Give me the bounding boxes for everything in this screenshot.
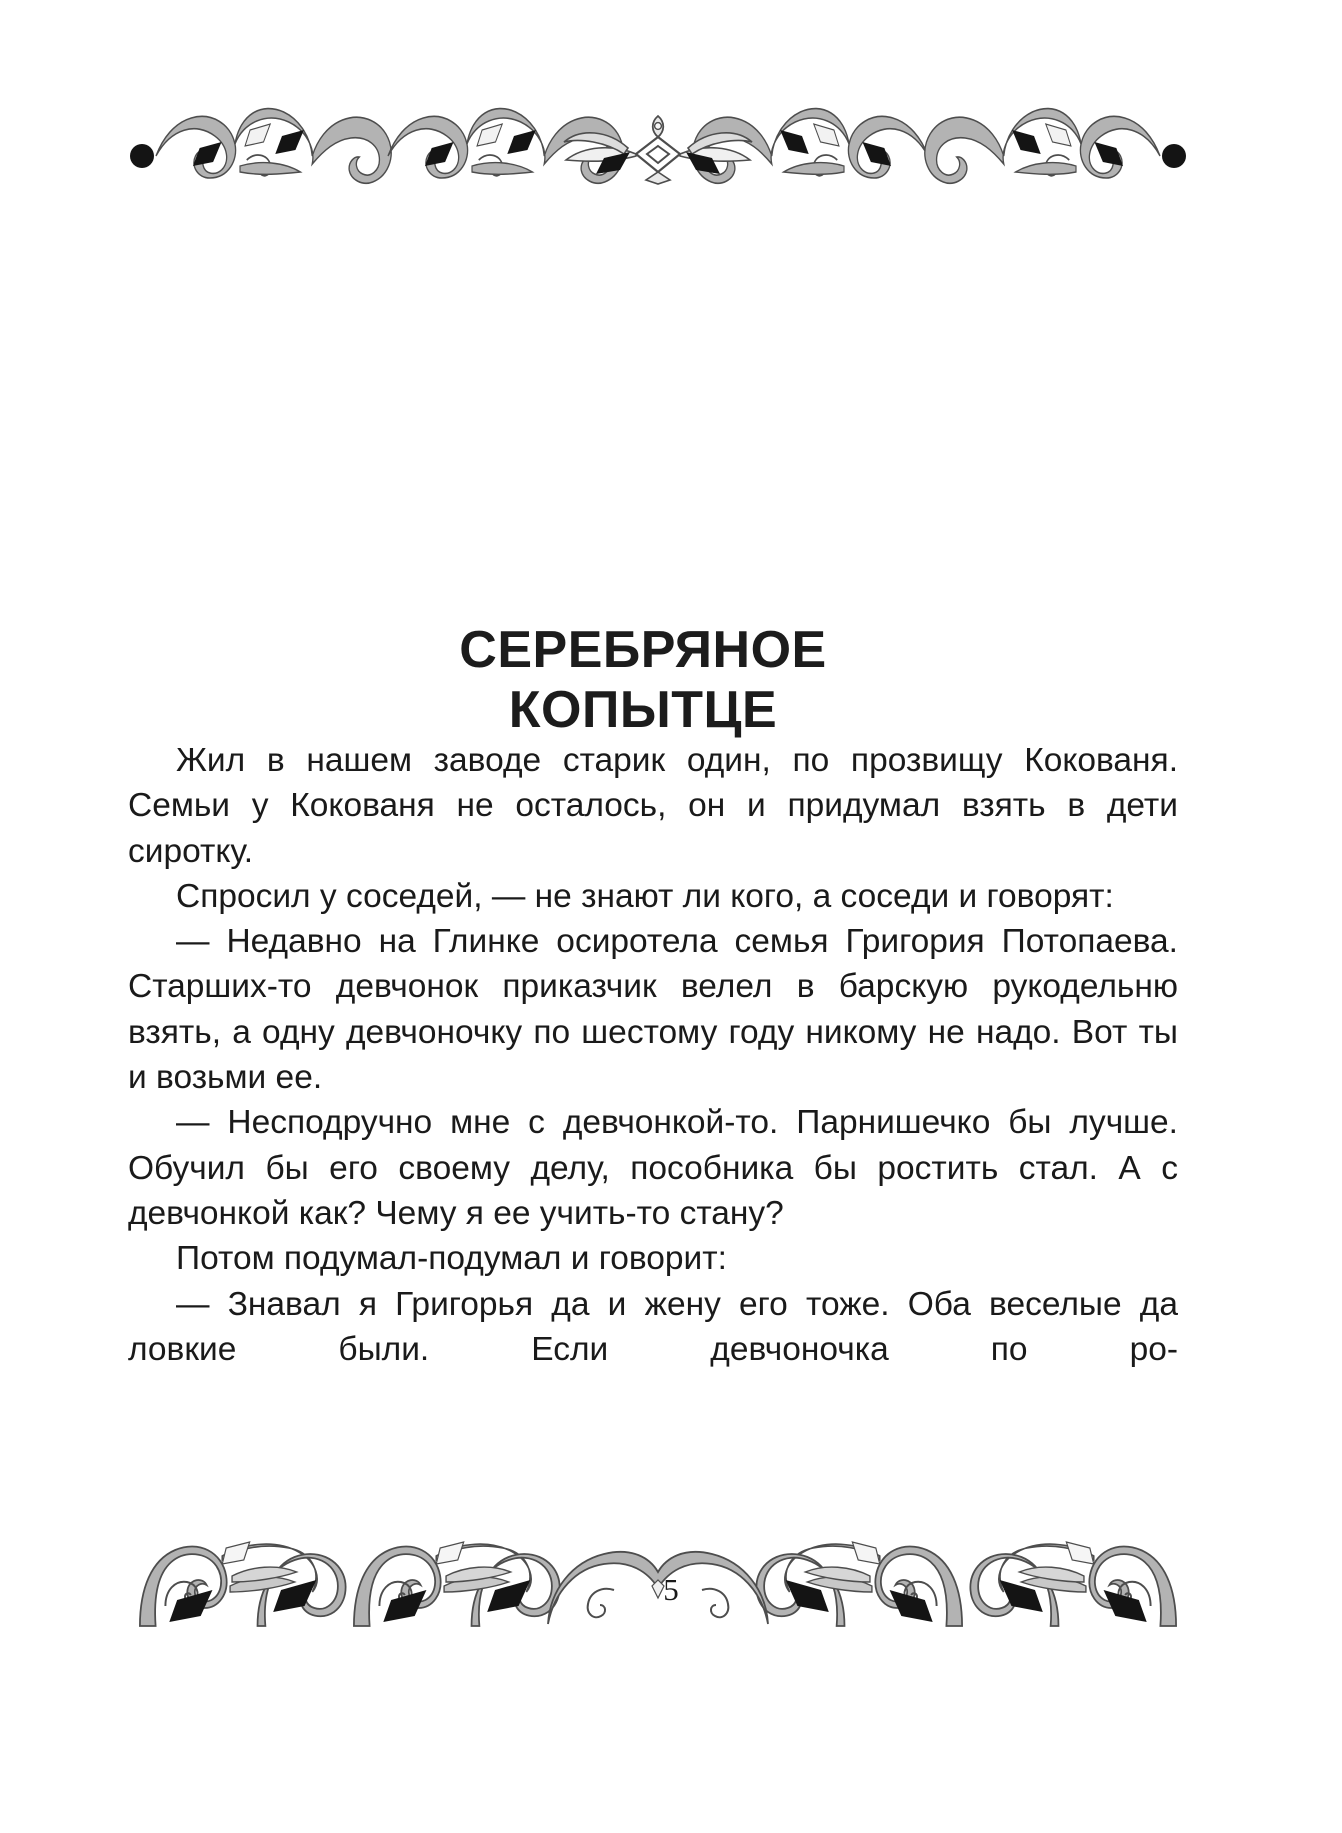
ornament-end-dot-right — [1162, 144, 1186, 168]
story-body — [128, 738, 1178, 1372]
paragraph: — Знавал я Григорья да и жену его тоже. Оба веселые да ловкие были. Если девчоночка по ро- — [128, 1285, 1178, 1368]
story-title — [128, 620, 1158, 740]
page-number: 5 — [663, 1572, 679, 1607]
paragraph: Жил в нашем заводе старик один, по прозвищу Кокованя. Семьи у Кокованя не осталось, он и придумал взять в дети сиротку. — [128, 742, 1178, 870]
paragraph: Потом подумал-подумал и говорит: — [176, 1240, 727, 1278]
decorative-vine-header-ornament — [128, 100, 1188, 192]
paragraph: Спросил у соседей, — не знают ли кого, а соседи и говорят: — [176, 877, 1114, 915]
paragraph: — Недавно на Глинке осиротела семья Григория Потопаева. Старших-то девчонок приказчик велел в барскую рукодельню взять, а одну девчоночку по шестому году никому не надо. Вот ты и возьми ее. — [128, 923, 1178, 1097]
story-title-line-1: СЕРЕБРЯНОЕ — [459, 620, 827, 679]
story-title-line-2: КОПЫТЦЕ — [508, 680, 778, 739]
paragraph: — Несподручно мне с девчонкой-то. Парнишечко бы лучше. Обучил бы его своему делу, пособника бы ростить стал. А с девчонкой как? Чему я ее учить-то стану? — [128, 1104, 1178, 1232]
ornament-end-dot-left — [130, 144, 154, 168]
